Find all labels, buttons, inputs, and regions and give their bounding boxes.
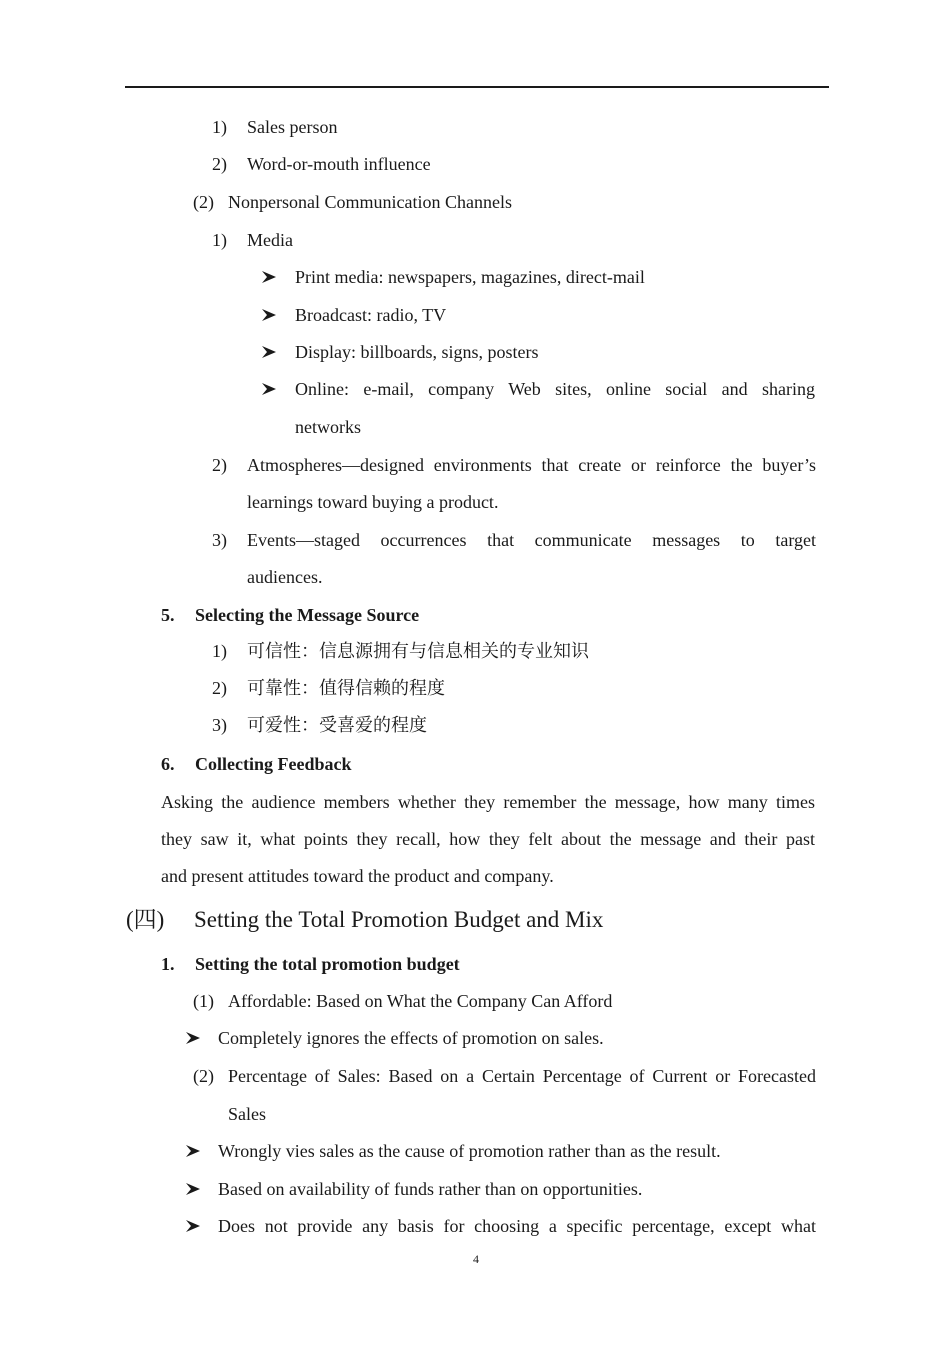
list-text: Events—staged occurrences that communicate messages to target [247, 530, 816, 550]
list-number: (2) [193, 192, 214, 212]
arrowhead-bullet-icon [186, 1139, 200, 1163]
page-number: 4 [473, 1252, 479, 1266]
list-text: Word-or-mouth influence [247, 154, 431, 174]
paragraph-line [0, 827, 952, 851]
bullet-text: networks [295, 417, 361, 437]
list-text: Media [247, 230, 293, 250]
list-text: Percentage of Sales: Based on a Certain Percentage of Current or Forecasted [228, 1066, 816, 1086]
list-number: (2) [193, 1066, 214, 1086]
heading-number: 6. [161, 754, 175, 774]
list-number: 2) [212, 455, 227, 475]
heading-number: 1. [161, 954, 175, 974]
heading-text: Selecting the Message Source [195, 605, 420, 625]
arrowhead-bullet-icon [262, 340, 276, 364]
bullet-text: Online: e-mail, company Web sites, online social and sharing [295, 379, 815, 399]
arrowhead-bullet-icon [262, 303, 276, 327]
list-text: Nonpersonal Communication Channels [228, 192, 512, 212]
heading-number: 5. [161, 605, 175, 625]
list-item [0, 528, 952, 552]
bullet-text: Does not provide any basis for choosing a specific percentage, except what [218, 1216, 816, 1236]
list-number: 3) [212, 715, 227, 735]
bullet-item [0, 1214, 952, 1238]
heading-text: Setting the total promotion budget [195, 954, 460, 974]
list-number: (1) [193, 991, 214, 1011]
arrowhead-bullet-icon [186, 1026, 200, 1050]
paragraph-text: Asking the audience members whether they remember the message, how many times [161, 792, 815, 812]
subsection-item [0, 1064, 952, 1088]
list-text: Affordable: Based on What the Company Can Afford [228, 991, 613, 1011]
list-number: 1) [212, 641, 227, 661]
list-number: 1) [212, 230, 227, 250]
list-number: 3) [212, 530, 227, 550]
arrowhead-bullet-icon [262, 265, 276, 289]
bullet-text: Completely ignores the effects of promotion on sales. [218, 1028, 604, 1048]
list-number: 2) [212, 154, 227, 174]
heading-text: Collecting Feedback [195, 754, 352, 774]
list-text: 可信性：信息源拥有与信息相关的专业知识 [247, 641, 589, 661]
list-text: Sales [228, 1104, 266, 1124]
list-item [0, 453, 952, 477]
list-text: 可靠性：值得信赖的程度 [247, 678, 445, 698]
bullet-item [0, 377, 952, 401]
bullet-text: Print media: newspapers, magazines, direct-mail [295, 267, 645, 287]
bullet-text: Broadcast: radio, TV [295, 305, 447, 325]
arrowhead-bullet-icon [262, 377, 276, 401]
heading-number: (四) [126, 907, 165, 932]
list-number: 2) [212, 678, 227, 698]
paragraph-line [0, 790, 952, 814]
bullet-text: Display: billboards, signs, posters [295, 342, 539, 362]
bullet-text: Based on availability of funds rather than on opportunities. [218, 1179, 643, 1199]
bullet-text: Wrongly vies sales as the cause of promotion rather than as the result. [218, 1141, 721, 1161]
list-text: 可爱性：受喜爱的程度 [247, 715, 427, 735]
arrowhead-bullet-icon [186, 1214, 200, 1238]
heading-text: Setting the Total Promotion Budget and Mix [194, 907, 604, 932]
arrowhead-bullet-icon [186, 1177, 200, 1201]
paragraph-text: they saw it, what points they recall, how they felt about the message and their past [161, 829, 815, 849]
paragraph-text: and present attitudes toward the product and company. [161, 866, 554, 886]
list-text: audiences. [247, 567, 323, 587]
list-text: learnings toward buying a product. [247, 492, 499, 512]
list-text: Sales person [247, 117, 338, 137]
list-text: Atmospheres—designed environments that create or reinforce the buyer’s [247, 455, 816, 475]
header-rule [125, 86, 829, 88]
list-number: 1) [212, 117, 227, 137]
